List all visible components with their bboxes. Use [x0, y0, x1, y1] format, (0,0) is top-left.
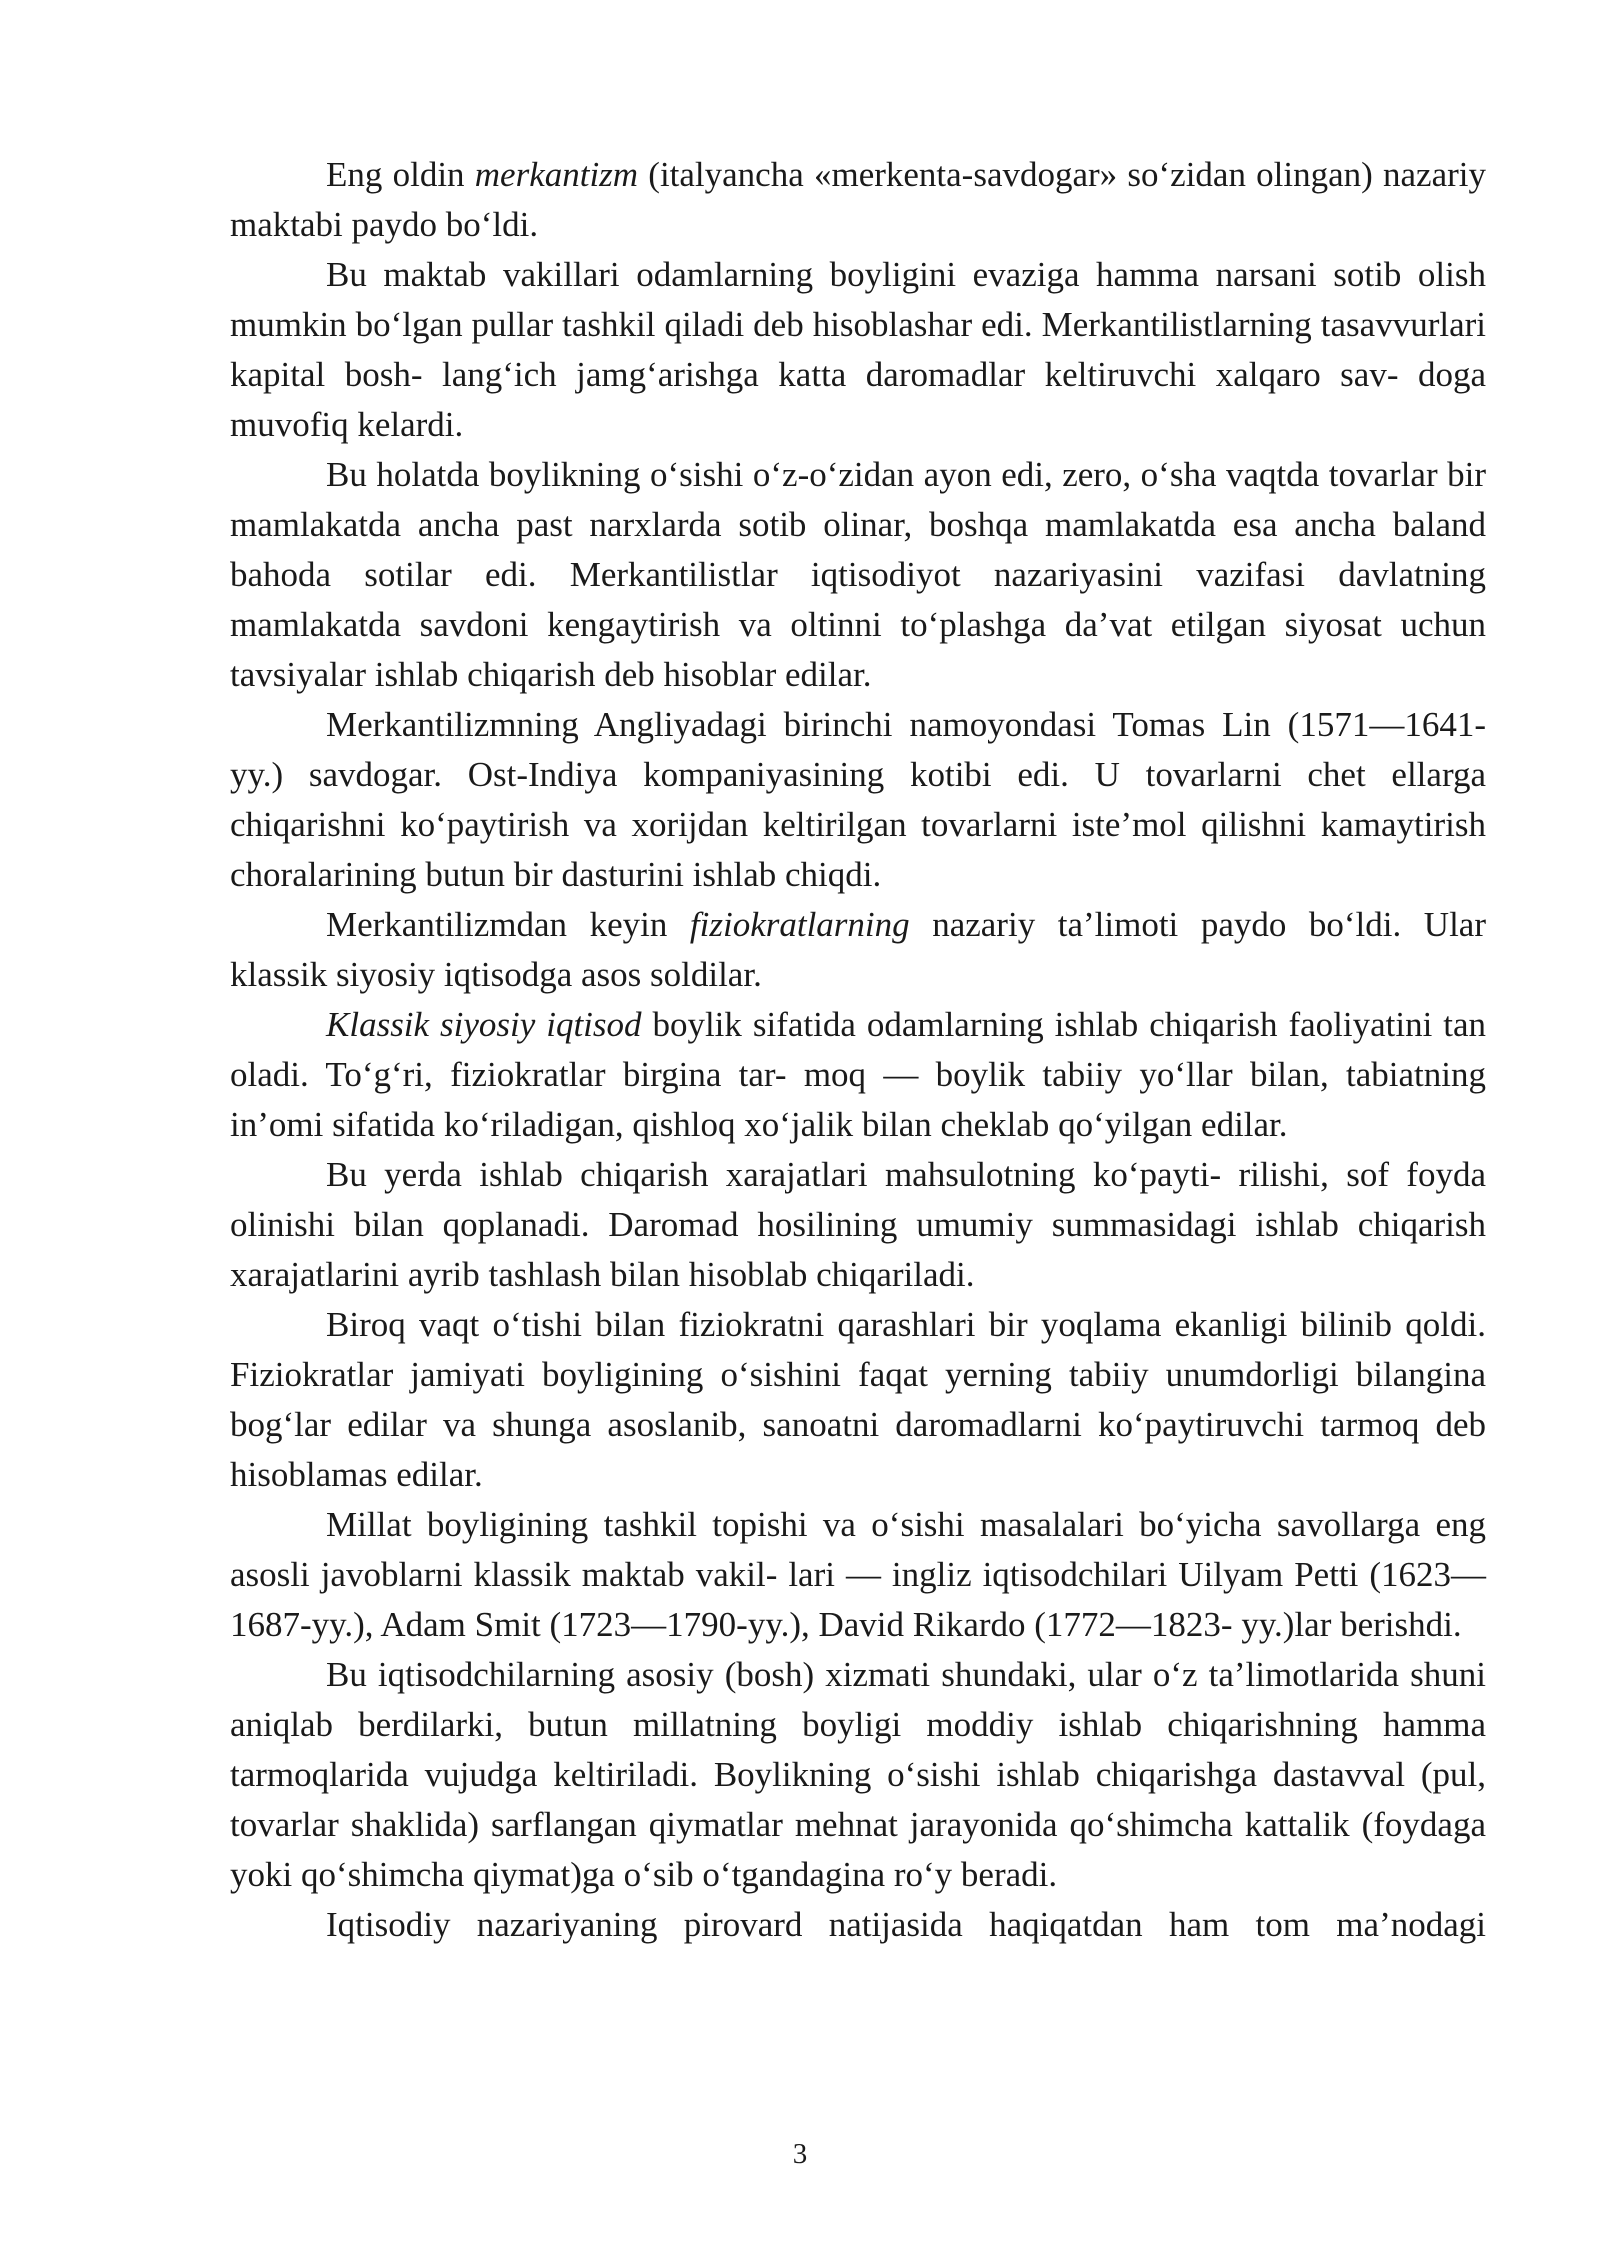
- paragraph-xarajatlar: Bu yerda ishlab chiqarish xarajatlari mahsulotning ko‘payti- rilishi, sof foyda olinishi bilan qoplanadi. Daromad hosilining umumiy summasidagi ishlab chiqarish xarajatlarini ayrib tashlash bilan hisoblab chiqariladi.: [230, 1155, 1486, 1294]
- paragraph-boylik-osishi: Bu holatda boylikning o‘sishi o‘z-o‘zidan ayon edi, zero, o‘sha vaqtda tovarlar bir mamlakatda ancha past narxlarda sotib olinar, boshqa mamlakatda esa ancha baland bahoda sotilar edi. Merkantilistlar iqtisodiyot nazariyasini vazifasi davlatning mamlakatda savdoni kengaytirish va oltinni to‘plashga da’vat etilgan siyosat uchun tavsiyalar ishlab chiqarish deb hisoblar edilar.: [230, 455, 1486, 694]
- paragraph-klassik-siyosiy-iqtisod: Klassik siyosiy iqtisod boylik sifatida odamlarning ishlab chiqarish faoliyatini tan oladi. To‘g‘ri, fiziokratlar birgina tar- moq — boylik tabiiy yo‘llar bilan, tabiatning in’omi sifatida ko‘riladigan, qishloq xo‘jalik bilan cheklab qo‘yilgan edilar.: [230, 1005, 1486, 1144]
- body-text: [230, 150, 1486, 1950]
- term-klassik-siyosiy-iqtisod: Klassik siyosiy iqtisod: [326, 1005, 642, 1044]
- paragraph-millat-boyligi: Millat boyligining tashkil topishi va o‘sishi masalalari bo‘yicha savollarga eng asosli javoblarni klassik maktab vakil- lari — ingliz iqtisodchilari Uilyam Petti (1623—1687-yy.), Adam Smit (1723—1790-yy.), David Rikardo (1772—1823- yy.)lar berishdi.: [230, 1505, 1486, 1644]
- term-fiziokratlarning: fiziokratlarning: [689, 905, 910, 944]
- term-merkantizm: merkantizm: [474, 155, 639, 194]
- paragraph-merkantilizm-intro: Eng oldin merkantizm (italyancha «merkenta-savdogar» so‘zidan olingan) nazariy maktabi paydo bo‘ldi.: [230, 155, 1487, 244]
- page-number: 3: [792, 2138, 808, 2170]
- paragraph-tomas-lin: Merkantilizmning Angliyadagi birinchi namoyondasi Tomas Lin (1571—1641-yy.) savdogar. Ost-Indiya kompaniyasining kotibi edi. U tovarlarni chet ellarga chiqarishni ko‘paytirish va xorijdan keltirilgan tovarlarni iste’mol qilishni kamaytirish choralarining butun bir dasturini ishlab chiqdi.: [230, 705, 1486, 894]
- paragraph-iqtisodiy-nazariya: Iqtisodiy nazariyaning pirovard natijasida haqiqatdan ham tom ma’nodagi: [326, 1905, 1486, 1944]
- paragraph-maktab-vakillari: Bu maktab vakillari odamlarning boyligini evaziga hamma narsani sotib olish mumkin bo‘lgan pullar tashkil qiladi deb hisoblashar edi. Merkantilistlarning tasavvurlari kapital bosh- lang‘ich jamg‘arishga katta daromadlar keltiruvchi xalqaro sav- doga muvofiq kelardi.: [230, 255, 1486, 444]
- paragraph-biroq-vaqt: Biroq vaqt o‘tishi bilan fiziokratni qarashlari bir yoqlama ekanligi bilinib qoldi. Fiziokratlar jamiyati boyligining o‘sishini faqat yerning tabiiy unumdorligi bilangina bog‘lar edilar va shunga asoslanib, sanoatni daromadlarni ko‘paytiruvchi tarmoq deb hisoblamas edilar.: [230, 1305, 1486, 1494]
- paragraph-bosh-xizmati: Bu iqtisodchilarning asosiy (bosh) xizmati shundaki, ular o‘z ta’limotlarida shuni aniqlab berdilarki, butun millatning boyligi moddiy ishlab chiqarishning hamma tarmoqlarida vujudga keltiriladi. Boylikning o‘sishi ishlab chiqarishga dastavval (pul, tovarlar shaklida) sarflangan qiymatlar mehnat jarayonida qo‘shimcha kattalik (foydaga yoki qo‘shimcha qiymat)ga o‘sib o‘tgandagina ro‘y beradi.: [230, 1655, 1486, 1894]
- paragraph-fiziokratlar: Merkantilizmdan keyin fiziokratlarning nazariy ta’limoti paydo bo‘ldi. Ular klassik siyosiy iqtisodga asos soldilar.: [230, 905, 1486, 994]
